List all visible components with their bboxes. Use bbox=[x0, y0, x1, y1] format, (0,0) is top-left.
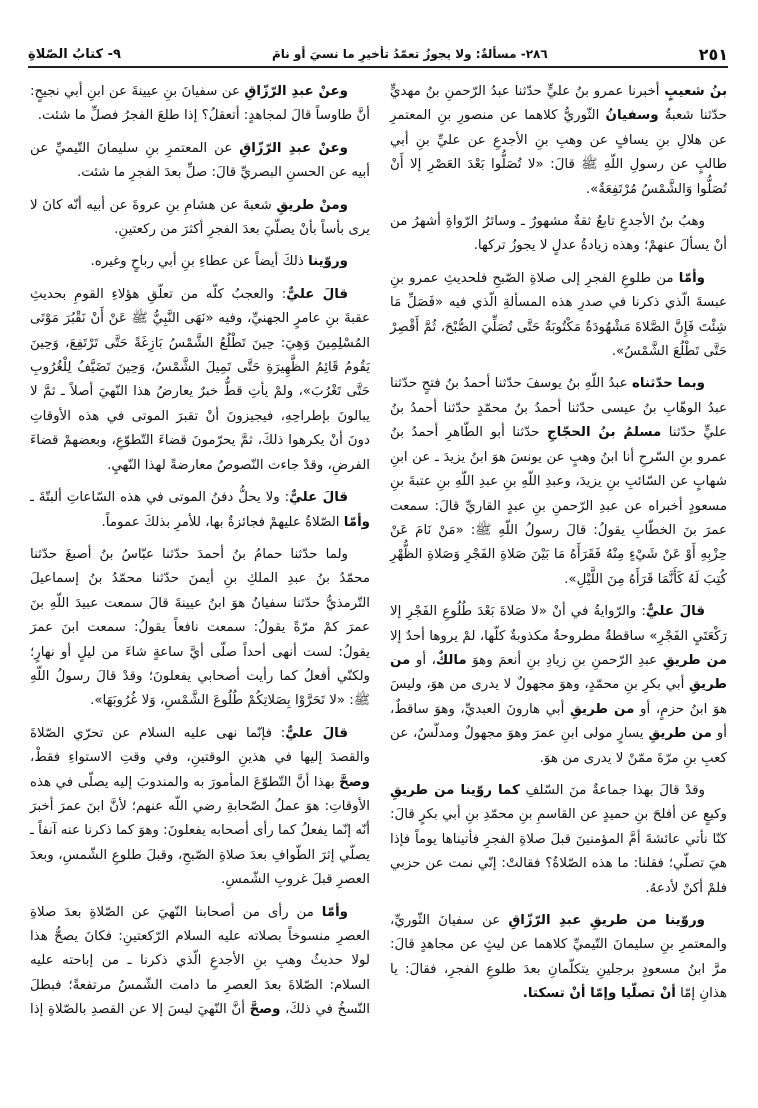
text-run: عن سفيانَ بنِ عيينةَ عن ابنِ أبي نجيحٍ: أنَّ طاوساً قالَ لمجاهدٍ: أتعقلُ؟ إذا طلعَ الفجرُ فصلِّ ما شئت. bbox=[30, 84, 370, 124]
text-run: وكيعٍ عن أفلحَ بنِ حميدٍ عن القاسمِ بنِ محمّدِ بنِ أبي بكرٍ قالَ: كنّا نأتي عائشةَ أمَّ المؤمنينَ قبلَ صلاةِ الفجرِ فأتيناها يوماً فإذا هيَ تصلّي؛ فقلنا: ما هذه الصّلاةُ؟ فقالتْ: إنّي نمت عن حزبي فلمْ أكنْ لأدعهُ. bbox=[390, 807, 727, 896]
paragraph bbox=[390, 779, 727, 901]
book-title: ٩- كتابُ الصّلاةِ bbox=[28, 46, 121, 62]
running-header bbox=[28, 44, 728, 64]
bold-phrase: وصحَّ bbox=[249, 1002, 281, 1018]
text-run: عن سفيانَ الثّوريِّ، والمعتمرِ بنِ سليمانَ التّيميِّ كلاهما عن ليثٍ عن مجاهدٍ قالَ: مرَّ ابنُ مسعودٍ برجلينِ يتكلّمانِ بعدَ طلوعِ الفجرِ، فقالَ: يا هذانِ إمّا bbox=[390, 913, 727, 1002]
bold-phrase: وروّينا bbox=[308, 254, 348, 270]
paragraph bbox=[30, 901, 370, 1023]
paragraph bbox=[390, 909, 727, 1007]
bold-phrase: ومنْ طريقِ bbox=[276, 197, 348, 213]
text-run: : والعجبُ كلّه من تعلّقِ هؤلاءِ القومِ بحديثِ عقبةَ بنِ عامرٍ الجهنيِّ، وفيه «نَهَى النَّبِيُّ ﷺ عَنْ أَنْ نَقْبُرَ مَوْتَى المُسْلِمِينَ وَهِيَ: حِينَ تَطْلُعُ الشَّمْسُ بَازِغَةً حَتَّى تَرْتَفِعَ، وَحِينَ يَقُومُ قَائِمُ الظَّهِيرَةِ حَتَّى تَمِيلَ الشَّمْسُ، وَحِينَ تَضَيَّفُ لِلْغُرُوبِ حَتَّى تَغْرُبَ»، ولمْ يأتِ قطُّ خبرٌ يعارضُ هذا النّهيَ أصلاً ـ ثمَّ لا يبالونَ بإطراحِهِ، فيجيزونَ أنْ تقبرَ الموتى في هذه الأوقاتِ دونَ أنْ يكرهوا ذلكَ، ثمَّ يحرّمونَ قضاءَ التّطوّعِ، وبعضهمْ قضاءَ الفرضِ، وقدْ جاءت النّصوصُ معارضةً لهذا النّهيِ. bbox=[30, 286, 370, 473]
text-run: : والرّوايةُ في أنْ «لا صَلاةَ بَعْدَ طُلُوعِ الفَجْرِ إلا رَكْعَتَيِ الفَجْرِ» ساقطةٌ مطروحةٌ مكذوبةٌ كلّها، لمْ يروها أحدٌ إلا bbox=[390, 604, 727, 644]
text-run: الثّوريُّ كلاهما عن منصورِ بنِ المعتمرِ عن هلالِ بنِ يسافٍ عن وهبِ بنِ الأجدعِ عن عليِّ بنِ أبي طالبٍ عن رسولِ اللّهِ ﷺ قالَ: «لا تُصَلُّوا بَعْدَ العَصْرِ إلا أَنْ تُصَلُّوا وَالشَّمْسُ مُرْتَفِعَةٌ». bbox=[390, 108, 727, 197]
bold-phrase: قالَ عليٌّ bbox=[286, 286, 348, 302]
paragraph bbox=[30, 722, 370, 893]
bold-phrase: قالَ عليٌّ bbox=[289, 490, 348, 506]
paragraph bbox=[30, 543, 370, 714]
bold-phrase: وأمّا bbox=[678, 270, 705, 286]
text-run: ولما حدّثنا حمامُ بنُ أحمدَ حدّثنا عبّاسُ بنُ أصبغَ حدّثنا محمّدُ بنُ عبدِ الملكِ بنِ أيمنَ حدّثنا محمّدُ بنُ إسماعيلَ التّرمذيُّ حدّثنا سفيانُ هوَ ابنُ عيينةَ قالَ سمعت عبيدَ اللّهِ بنَ عمرَ كمْ مرّةً يقولُ: سمعت نافعاً يقولُ: سمعت ابنَ عمرَ يقولُ: لست أنهى أحداً صلّى أيَّ ساعةٍ شاءَ من ليلٍ أو نهارٍ؛ ولكنّي أفعلُ كما رأيت أصحابي يفعلونَ؛ وقدْ قالَ رسولُ اللّهِ ﷺ: «لا تَحَرَّوْا بِصَلاتِكُمْ طُلُوعَ الشَّمْسِ، وَلا غُرُوبَهَا». bbox=[30, 546, 370, 709]
bold-phrase: قالَ عليٌّ bbox=[285, 725, 348, 741]
paragraph bbox=[30, 137, 370, 186]
paragraph bbox=[30, 250, 370, 274]
bold-phrase: بنُ شعيبٍ bbox=[664, 84, 727, 99]
text-run: حدّثنا أبو الطّاهرِ أحمدُ بنُ عمرو بنِ السّرحِ أنا ابنُ وهبٍ عن يونسَ هوَ ابنُ يزيدَ ـ عن ابنِ شهابٍ عن السّائبِ بنِ يزيدَ، وعبدِ اللّهِ بنِ عبدِ اللّهِ بنِ عتبةَ بنِ مسعودٍ أخبراه عن عبدِ الرّحمنِ بنِ عبدٍ القاريِّ قالَ: سمعت عمرَ بنَ الخطّابِ يقولُ: قالَ رسولُ اللّهِ ﷺ: «مَنْ نَامَ عَنْ حِزْبِهِ أَوْ عَنْ شَيْءٍ مِنْهُ فَقَرَأَهُ مَا بَيْنَ صَلاةِ الفَجْرِ وَصَلاةِ الظُّهْرِ كُتِبَ لَهُ كَأَنَّمَا قَرَأَهُ مِنَ اللَّيْلِ». bbox=[390, 425, 727, 587]
bold-phrase: وروّينا من طريقِ عبدِ الرّزّاقِ bbox=[508, 913, 705, 928]
text-run: من رأى من أصحابنا النّهيَ عن الصّلاةِ بعدَ صلاةِ العصرِ منسوخاً بصلاته عليه السلام الرّكعتينِ: فكانَ يصحُّ هذا لولا حديثُ وهبِ بنِ الأجدعِ الّذي ذكرنا ـ من إباحته عليه السلام: الصّلاةَ بعدَ العصرِ ما دامت الشّمسُ مرتفعةً؛ فبطلَ النّسخُ في ذلكَ، bbox=[30, 904, 370, 1018]
paragraph bbox=[30, 283, 370, 478]
bold-phrase: وأمّا bbox=[321, 904, 348, 920]
paragraph bbox=[30, 194, 370, 243]
bold-phrase: وبما حدّثناه bbox=[632, 376, 705, 392]
text-run: الصّلاةُ عليهمْ فجائزةٌ بها، للأمرِ بذلكَ عموماً. bbox=[101, 514, 344, 530]
text-run: عبدِ الرّحمنِ بنِ زيادِ بنِ أنعمَ وهوَ bbox=[466, 652, 663, 668]
section-title: ٢٨٦- مسألةٌ: ولا يجوزُ تعمّدُ تأخيرِ ما نسيَ أو نامَ bbox=[271, 47, 548, 61]
bold-phrase: من طريقِ bbox=[569, 701, 635, 717]
header-rule bbox=[28, 66, 728, 68]
bold-phrase: مالكٌ bbox=[435, 652, 467, 668]
text-run: أنَّ النّهيَ ليسَ إلا عن القصدِ بالصّلاةِ إذا bbox=[30, 1002, 250, 1018]
paragraph bbox=[390, 267, 727, 365]
text-run: : فإنّما نهى عليه السلام عن تحرّي الصّلاةَ والقصدَ إليها في هذينِ الوقتينِ، وفي وقتِ الاستواءِ فقطْ، bbox=[30, 725, 370, 766]
text-run: أبي بكرِ بنِ محمّدٍ، وهوَ مجهولٌ لا يدرى من هوَ، وليسَ هوَ ابنُ حزمٍ، أو bbox=[390, 677, 727, 717]
text-run: عبدُ اللّهِ بنُ يوسفَ حدّثنا أحمدُ بنُ فتحٍ حدّثنا عبدُ الوهّابِ بنُ عيسى حدّثنا أحمدُ بنُ محمّدٍ حدّثنا أحمدُ بنُ عليٍّ حدّثنا bbox=[390, 376, 727, 441]
page-number: ٢٥١ bbox=[698, 44, 728, 64]
bold-phrase: من طريقِ bbox=[390, 652, 727, 693]
text-run: عن المعتمرِ بنِ سليمانَ التّيميِّ عن أبيه عن الحسنِ البصريِّ قالَ: صلِّ بعدَ الفجرِ ما شئت. bbox=[30, 140, 370, 181]
bold-phrase: مسلمُ بنُ الحجّاجِ bbox=[546, 425, 662, 441]
paragraph bbox=[390, 600, 727, 771]
bold-phrase: كما روّينا من طريقِ bbox=[390, 782, 520, 798]
left-column bbox=[30, 80, 370, 1031]
text-run: من طلوعِ الفجرِ إلى صلاةِ الصّبحِ فلحديثِ عمرو بنِ عبسةَ الّذي ذكرنا في صدرِ هذه المسألةِ الّذي فيه «فَصَلِّ مَا شِئْتَ فَإِنَّ الصَّلاةَ مَشْهُودَةٌ مَكْتُوبَةٌ حَتَّى تُصَلِّيَ الصُّبْحَ، ثُمَّ أَقْصِرْ حَتَّى تَطْلُعَ الشَّمْسُ». bbox=[390, 270, 727, 360]
bold-phrase: وعنْ عبدِ الرّزّاقِ bbox=[239, 140, 348, 156]
bold-phrase: وصحَّ bbox=[339, 774, 370, 790]
paragraph bbox=[390, 210, 727, 259]
bold-phrase: من طريقِ bbox=[662, 652, 728, 668]
text-run: يسارٍ مولى ابنِ عمرَ وهوَ مجهولٌ ومدلّسٌ، عن كعبِ بنِ مرّةَ ممّنْ لا يدرى من هوَ. bbox=[390, 726, 727, 766]
text-run: وقدْ قالَ بهذا جماعةٌ منَ السّلفِ bbox=[519, 782, 706, 798]
bold-phrase: أنْ تصلّيا وإمّا أنْ تسكتا. bbox=[522, 986, 676, 1002]
text-run: وهبُ بنُ الأجدعِ تابعٌ ثقةٌ مشهورٌ ـ وسائرُ الرّواةِ أشهرُ من أنْ يسألَ عنهمْ؛ وهذه زيادةُ عدلٍ لا يجوزُ تركها. bbox=[390, 214, 727, 254]
bold-phrase: قالَ عليٌّ bbox=[645, 604, 705, 620]
text-run: ، أو bbox=[410, 652, 436, 668]
bold-phrase: وعنْ عبدِ الرّزّاقِ bbox=[244, 84, 348, 99]
text-run: : ولا يحلُّ دفنُ الموتى في هذه السّاعاتِ ألبتّةَ ـ bbox=[30, 490, 290, 506]
paragraph bbox=[390, 80, 727, 202]
bold-phrase: من طريقِ bbox=[648, 726, 712, 742]
bold-phrase: وسفيانُ bbox=[605, 108, 659, 124]
right-column bbox=[390, 80, 727, 1015]
paragraph bbox=[390, 372, 727, 592]
bold-phrase: وأمّا bbox=[343, 514, 370, 530]
text-run: بهذا أنَّ التّطوّعَ المأمورَ به والمندوبَ إليه يصلّى في هذه الأوقاتِ: هوَ عملُ الصّحابةِ رضي اللّه عنهم؛ لأنَّ ابنَ عمرَ أخبرَ أنّه إنّما يفعلُ كما رأى أصحابه يفعلونَ: وهوَ كما ذكرنا عنه آنفاً ـ يصلّي إثرَ الطّوافِ بعدَ صلاةِ الصّبحِ، وقبلَ طلوعِ الشّمسِ، وبعدَ العصرِ قبلَ غروبِ الشّمسِ. bbox=[30, 774, 370, 888]
text-run: أخبرنا عمرو بنُ عليٍّ حدّثنا عبدُ الرّحمنِ بنُ مهديٍّ حدّثنا شعبةُ bbox=[390, 84, 727, 124]
paragraph bbox=[30, 80, 370, 129]
text-run: ذلكَ أيضاً عن عطاءِ بنِ أبي رباحٍ وغيره. bbox=[90, 254, 309, 270]
text-run: أبي هارونَ العبديِّ، وهوَ ساقطٌ، أو bbox=[390, 701, 727, 742]
paragraph bbox=[30, 486, 370, 535]
text-run: شعبةَ عن هشامِ بنِ عروةَ عن أبيه أنّه كانَ لا يرى بأساً بأنْ يصلّيَ بعدَ الفجرِ أكثرَ من ركعتينِ. bbox=[30, 197, 370, 238]
